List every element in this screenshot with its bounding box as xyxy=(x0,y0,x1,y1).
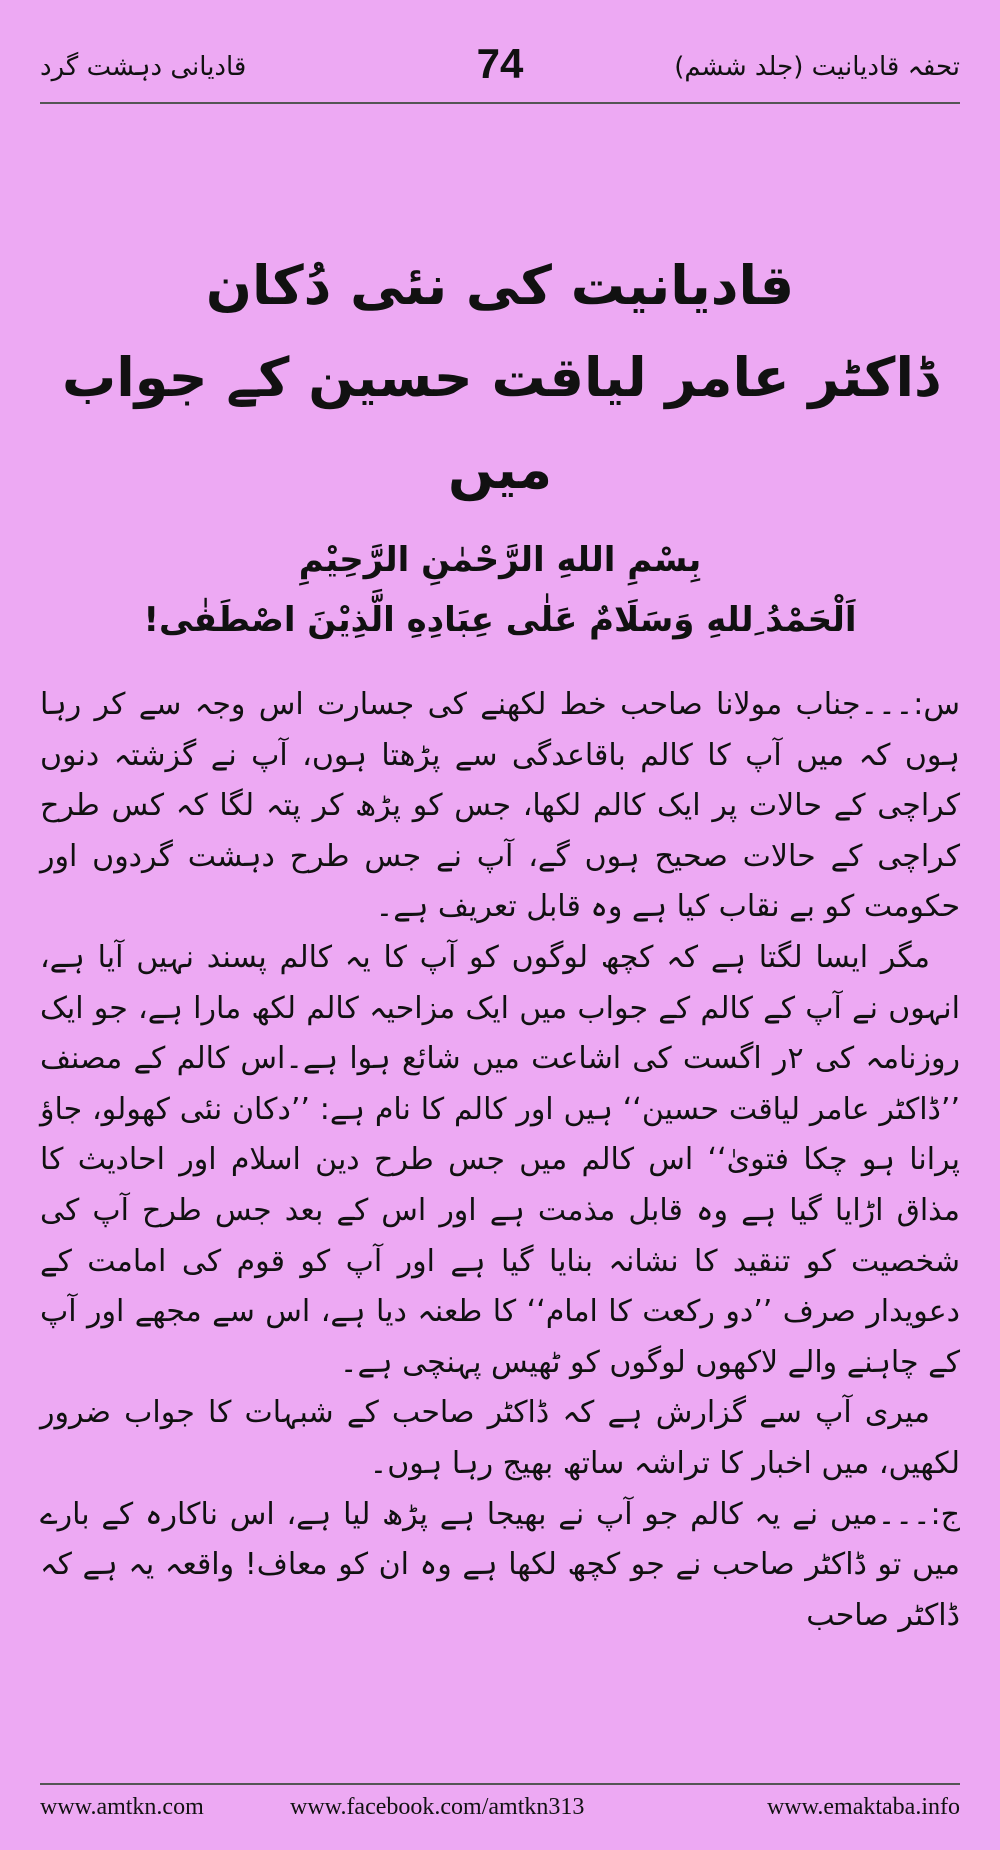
body-paragraph: میری آپ سے گزارش ہے کہ ڈاکٹر صاحب کے شبہات کا جواب ضرور لکھیں، میں اخبار کا تراشہ ساتھ بھیج رہا ہوں۔ xyxy=(40,1395,960,1481)
answer-paragraph: ج:۔۔۔میں نے یہ کالم جو آپ نے بھیجا ہے پڑھ لیا ہے، اس ناکارہ کے بارے میں تو ڈاکٹر صاحب نے جو کچھ لکھا ہے وہ ان کو معاف! واقعہ یہ ہے کہ ڈاکٹر صاحب xyxy=(40,1496,960,1633)
basmala-block xyxy=(60,530,940,650)
title-line-1: قادیانیت کی نئی دُکان xyxy=(205,254,795,317)
body-paragraph: مگر ایسا لگتا ہے کہ کچھ لوگوں کو آپ کا یہ کالم پسند نہیں آیا ہے، انہوں نے آپ کے کالم کے جواب میں ایک مزاحیہ کالم لکھ مارا ہے، جو ایک روزنامہ کی ۲ر اگست کی اشاعت میں شائع ہوا ہے۔اس کالم کے مصنف ’’ڈاکٹر عامر لیاقت حسین‘‘ ہیں اور کالم کا نام ہے: ’’دکان نئی کھولو، جاؤ پرانا ہو چکا فتویٰ‘‘ اس کالم میں جس طرح دین اسلام اور احادیث کا مذاق اڑایا گیا ہے وہ قابل مذمت ہے اور اس کے بعد جس طرح آپ کی شخصیت کو تنقید کا نشانہ بنایا گیا ہے اور آپ کو قوم کی امامت کے دعویدار صرف ’’دو رکعت کا امام‘‘ کا طعنہ دیا ہے، اس سے مجھے اور آپ کے چاہنے والے لاکھوں لوگوں کو ٹھیس پہنچی ہے۔ xyxy=(40,939,960,1380)
book-title: تحفہ قادیانیت (جلد ششم) xyxy=(674,52,960,82)
header-divider xyxy=(40,102,960,104)
footer-link-website[interactable]: www.amtkn.com xyxy=(40,1794,204,1820)
page-number: 74 xyxy=(476,40,524,87)
question-paragraph: س:۔۔۔جناب مولانا صاحب خط لکھنے کی جسارت اس وجہ سے کر رہا ہوں کہ میں آپ کا کالم باقاعدگی سے پڑھتا ہوں، آپ نے گزشتہ دنوں کراچی کے حالات پر ایک کالم لکھا، جس کو پڑھ کر پتہ لگا کہ کس طرح کراچی کے حالات صحیح ہوں گے، آپ نے جس طرح دہشت گردوں اور حکومت کو بے نقاب کیا ہے وہ قابل تعریف ہے۔ xyxy=(40,687,960,925)
article-title xyxy=(60,240,940,516)
footer-link-facebook[interactable]: www.facebook.com/amtkn313 xyxy=(290,1794,585,1820)
page-header xyxy=(40,40,960,100)
footer-link-emaktaba[interactable]: www.emaktaba.info xyxy=(766,1794,960,1820)
basmala-line-2: اَلْحَمْدُ ِللهِ وَسَلَامٌ عَلٰی عِبَادِهِ الَّذِیْنَ اصْطَفٰی! xyxy=(143,600,857,640)
title-line-2: ڈاکٹر عامر لیاقت حسین کے جواب میں xyxy=(62,346,938,501)
basmala-line-1: بِسْمِ اللهِ الرَّحْمٰنِ الرَّحِیْمِ xyxy=(298,540,702,580)
footer-divider xyxy=(40,1783,960,1785)
page-footer xyxy=(40,1790,960,1830)
article-body xyxy=(40,680,960,1641)
chapter-title: قادیانی دہشت گرد xyxy=(40,52,247,82)
